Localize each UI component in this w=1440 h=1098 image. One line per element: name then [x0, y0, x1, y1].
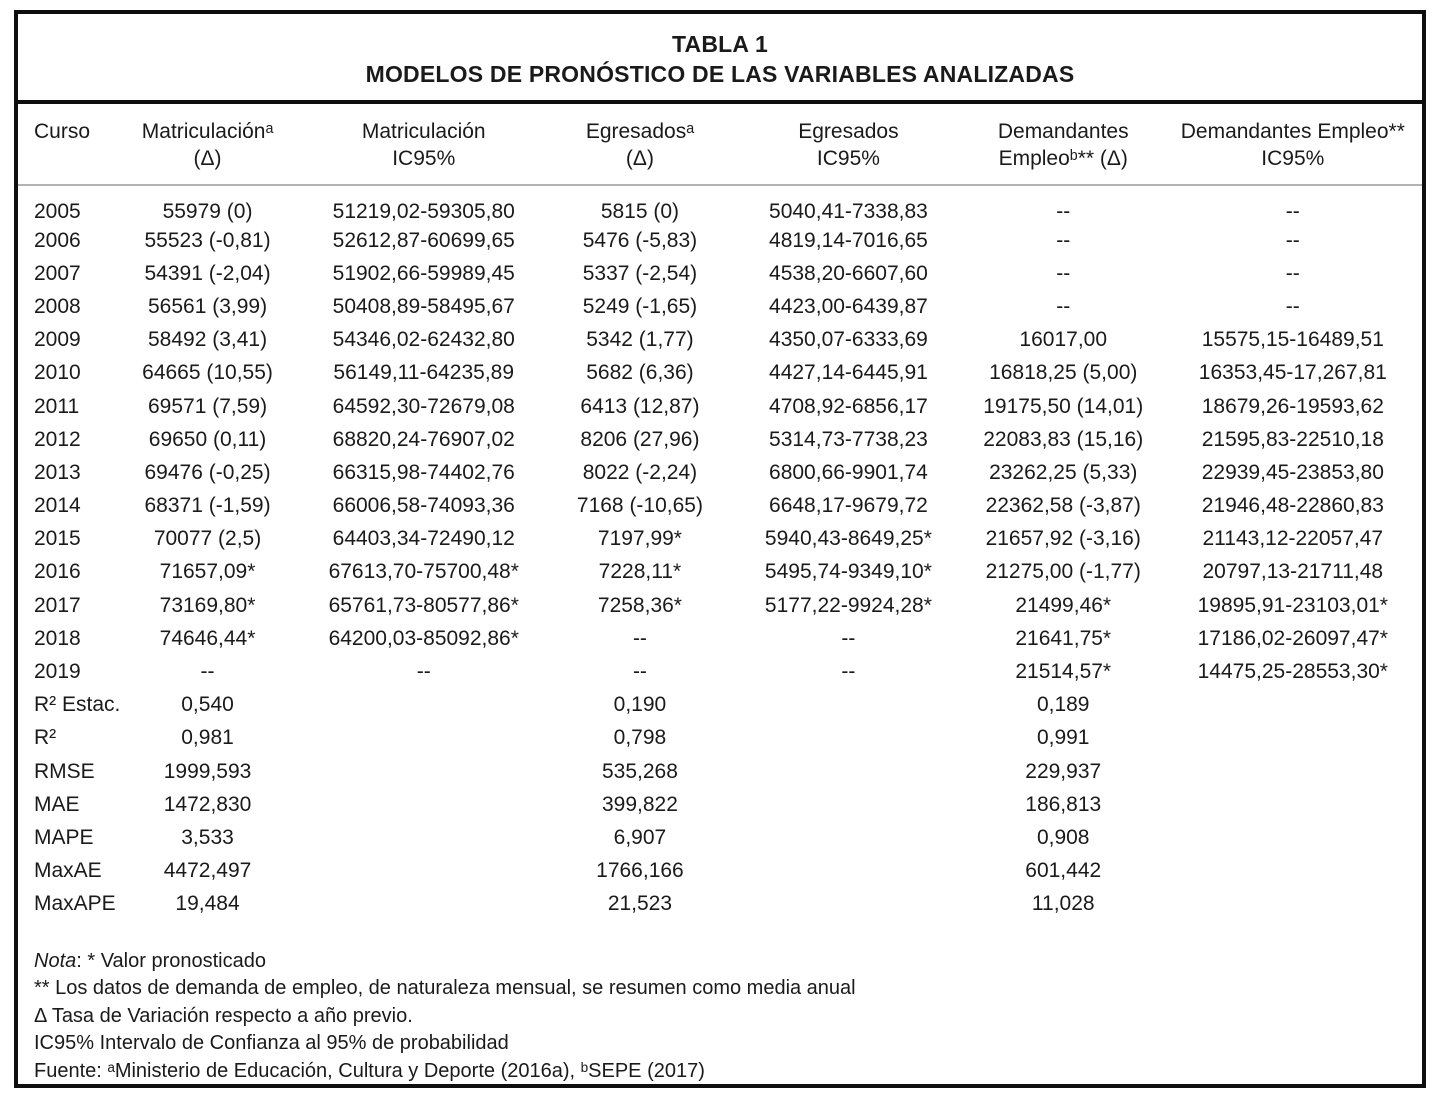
- header-line: Matriculaciónᵃ: [141, 120, 274, 143]
- value-cell: 65761,73-80577,86*: [328, 593, 519, 617]
- value-cell: --: [1056, 261, 1071, 285]
- table-row: [18, 655, 1422, 688]
- value-cell: [734, 722, 963, 755]
- table-row: [18, 589, 1422, 622]
- row-label-cell: 2019: [34, 660, 81, 684]
- row-label-cell: RMSE: [34, 759, 95, 783]
- value-cell: 6800,66-9901,74: [769, 460, 928, 484]
- value-cell: --: [632, 626, 647, 650]
- value-cell: 69650 (0,11): [148, 427, 267, 451]
- header-line: (Δ): [625, 147, 654, 170]
- value-cell: 50408,89-58495,67: [332, 294, 515, 318]
- table-row: [18, 556, 1422, 589]
- row-label-cell: 2008: [34, 294, 81, 318]
- value-cell: 69476 (-0,25): [144, 460, 271, 484]
- value-cell: 20797,13-21711,48: [1202, 560, 1384, 584]
- footnotes-block: [18, 921, 1422, 1086]
- value-cell: --: [1285, 228, 1300, 252]
- value-cell: 16818,25 (5,00): [989, 361, 1138, 385]
- value-cell: 7168 (-10,65): [576, 494, 703, 518]
- value-cell: 6413 (12,87): [580, 394, 700, 418]
- table-row: [18, 821, 1422, 854]
- value-cell: [734, 755, 963, 788]
- row-label-cell: 2009: [34, 328, 81, 352]
- header-row: [18, 104, 1422, 185]
- value-cell: 64200,03-85092,86*: [328, 626, 519, 650]
- value-cell: 64403,34-72490,12: [332, 527, 515, 551]
- header-line: Egresadosᵃ: [585, 120, 695, 143]
- value-cell: 55979 (0): [162, 200, 253, 223]
- value-cell: 68371 (-1,59): [144, 494, 271, 518]
- value-cell: 21,523: [607, 892, 673, 916]
- value-cell: 5249 (-1,65): [582, 294, 698, 318]
- value-cell: [1164, 689, 1422, 722]
- value-cell: 21499,46*: [1015, 593, 1112, 617]
- value-cell: 0,189: [1036, 693, 1090, 717]
- value-cell: 6,907: [613, 825, 667, 849]
- value-cell: --: [1056, 200, 1071, 223]
- row-label-cell: 2018: [34, 626, 81, 650]
- header-line: IC95%: [816, 147, 880, 170]
- table-row: [18, 755, 1422, 788]
- value-cell: 0,540: [181, 693, 234, 717]
- value-cell: --: [1285, 294, 1300, 318]
- row-label-cell: R²: [34, 726, 57, 750]
- table-header: [18, 104, 1422, 185]
- table-row: [18, 622, 1422, 655]
- value-cell: 0,981: [181, 726, 234, 750]
- table-row: [18, 722, 1422, 755]
- table-row: [18, 456, 1422, 489]
- row-label-cell: MaxAE: [34, 859, 102, 883]
- value-cell: 4350,07-6333,69: [769, 328, 928, 352]
- table-row: [18, 224, 1422, 257]
- table-number: TABLA 1: [672, 31, 768, 57]
- value-cell: [1164, 821, 1422, 854]
- value-cell: 7197,99*: [597, 527, 682, 551]
- value-cell: 51902,66-59989,45: [332, 261, 515, 285]
- value-cell: 4819,14-7016,65: [769, 228, 928, 252]
- value-cell: 1472,830: [163, 792, 252, 816]
- header-line: (Δ): [193, 147, 222, 170]
- value-cell: 52612,87-60699,65: [332, 228, 515, 252]
- table-row: [18, 855, 1422, 888]
- value-cell: 18679,26-19593,62: [1201, 394, 1384, 418]
- value-cell: 21946,48-22860,83: [1201, 494, 1384, 518]
- value-cell: [302, 855, 546, 888]
- value-cell: [734, 821, 963, 854]
- row-label-cell: MAE: [34, 792, 80, 816]
- value-cell: 1766,166: [596, 859, 684, 883]
- header-line: Demandantes Empleo**: [1180, 120, 1405, 143]
- footnote-double-asterisk: ** Los datos de demanda de empleo, de naturaleza mensual, se resumen como media anual: [34, 977, 856, 1000]
- value-cell: 67613,70-75700,48*: [328, 560, 519, 584]
- value-cell: [302, 722, 546, 755]
- column-header-demandantes-ic95: [1164, 104, 1422, 185]
- value-cell: [302, 755, 546, 788]
- value-cell: --: [841, 626, 856, 650]
- value-cell: --: [416, 660, 431, 684]
- value-cell: 5342 (1,77): [586, 328, 694, 352]
- table-row: [18, 788, 1422, 821]
- row-label-cell: 2011: [34, 394, 80, 418]
- value-cell: --: [1285, 200, 1300, 223]
- row-label-cell: 2010: [34, 361, 81, 385]
- table-row: [18, 490, 1422, 523]
- value-cell: 19895,91-23103,01*: [1197, 593, 1388, 617]
- value-cell: 54346,02-62432,80: [332, 328, 515, 352]
- table-row: [18, 888, 1422, 921]
- value-cell: 15575,15-16489,51: [1201, 328, 1384, 352]
- value-cell: [1164, 888, 1422, 921]
- header-line: IC95%: [1261, 147, 1325, 170]
- value-cell: --: [200, 660, 215, 684]
- value-cell: 1999,593: [163, 759, 252, 783]
- value-cell: 71657,09*: [159, 560, 256, 584]
- row-label-cell: 2015: [34, 527, 81, 551]
- value-cell: 21595,83-22510,18: [1201, 427, 1384, 451]
- value-cell: [1164, 722, 1422, 755]
- value-cell: 6648,17-9679,72: [769, 494, 928, 518]
- column-header-matriculacion-delta: [113, 104, 301, 185]
- value-cell: [302, 788, 546, 821]
- value-cell: 5314,73-7738,23: [769, 427, 928, 451]
- value-cell: 16017,00: [1019, 328, 1108, 352]
- value-cell: --: [632, 660, 647, 684]
- value-cell: 11,028: [1031, 892, 1095, 916]
- value-cell: [734, 855, 963, 888]
- value-cell: 399,822: [601, 792, 678, 816]
- column-header-egresados-ic95: [734, 104, 963, 185]
- table-title-block: [18, 14, 1422, 104]
- value-cell: 66315,98-74402,76: [332, 460, 515, 484]
- value-cell: 5040,41-7338,83: [769, 200, 928, 223]
- value-cell: 5815 (0): [600, 200, 680, 223]
- footnote-nota-text: : * Valor pronosticado: [76, 949, 266, 972]
- value-cell: [1164, 855, 1422, 888]
- value-cell: 0,991: [1036, 726, 1090, 750]
- value-cell: 19,484: [175, 892, 240, 916]
- value-cell: 4538,20-6607,60: [769, 261, 928, 285]
- value-cell: 51219,02-59305,80: [332, 200, 515, 223]
- value-cell: 22362,58 (-3,87): [985, 494, 1141, 518]
- value-cell: 8206 (27,96): [580, 427, 700, 451]
- value-cell: 14475,25-28553,30*: [1197, 660, 1388, 684]
- value-cell: 5940,43-8649,25*: [764, 527, 932, 551]
- forecast-table: [18, 104, 1422, 921]
- value-cell: 22083,83 (15,16): [983, 427, 1144, 451]
- column-header-egresados-delta: [546, 104, 734, 185]
- value-cell: 535,268: [601, 759, 678, 783]
- value-cell: 21143,12-22057,47: [1202, 527, 1384, 551]
- value-cell: [734, 788, 963, 821]
- row-label-cell: 2017: [34, 593, 81, 617]
- table-row: [18, 390, 1422, 423]
- value-cell: 56149,11-64235,89: [333, 361, 515, 385]
- value-cell: --: [1285, 261, 1300, 285]
- table-row: [18, 423, 1422, 456]
- column-header-matriculacion-ic95: [302, 104, 546, 185]
- row-label-cell: MaxAPE: [34, 892, 116, 916]
- value-cell: [302, 689, 546, 722]
- value-cell: [302, 888, 546, 921]
- value-cell: --: [1056, 294, 1071, 318]
- table-row: [18, 357, 1422, 390]
- row-label-cell: 2006: [34, 228, 81, 252]
- value-cell: 4427,14-6445,91: [769, 361, 928, 385]
- footnote-nota-label: Nota: [34, 949, 77, 972]
- value-cell: [1164, 755, 1422, 788]
- value-cell: --: [841, 660, 856, 684]
- value-cell: 0,190: [613, 693, 667, 717]
- header-line: IC95%: [392, 147, 456, 170]
- header-line: Egresados: [798, 120, 899, 143]
- value-cell: 8022 (-2,24): [582, 460, 698, 484]
- value-cell: 64665 (10,55): [142, 361, 273, 385]
- row-label-cell: 2007: [34, 261, 81, 285]
- footnote-nota: [34, 948, 1406, 976]
- value-cell: 7258,36*: [597, 593, 682, 617]
- value-cell: 7228,11*: [598, 560, 682, 584]
- value-cell: 5495,74-9349,10*: [764, 560, 932, 584]
- value-cell: 601,442: [1025, 859, 1102, 883]
- value-cell: 21275,00 (-1,77): [985, 560, 1141, 584]
- value-cell: 21641,75*: [1015, 626, 1112, 650]
- header-line: Empleoᵇ** (Δ): [998, 147, 1128, 170]
- value-cell: 69571 (7,59): [147, 394, 268, 418]
- row-label-cell: 2012: [34, 427, 81, 451]
- table-row: [18, 185, 1422, 224]
- value-cell: 55523 (-0,81): [144, 228, 271, 252]
- row-label-cell: 2013: [34, 460, 81, 484]
- table-row: [18, 257, 1422, 290]
- value-cell: 17186,02-26097,47*: [1197, 626, 1388, 650]
- value-cell: 4423,00-6439,87: [769, 294, 928, 318]
- header-line: Matriculación: [361, 120, 486, 143]
- value-cell: 3,533: [181, 825, 234, 849]
- value-cell: 73169,80*: [159, 593, 256, 617]
- value-cell: 19175,50 (14,01): [983, 394, 1144, 418]
- value-cell: 66006,58-74093,36: [332, 494, 515, 518]
- value-cell: 22939,45-23853,80: [1201, 460, 1384, 484]
- table-row: [18, 523, 1422, 556]
- value-cell: 5337 (-2,54): [582, 261, 698, 285]
- table-row: [18, 689, 1422, 722]
- value-cell: 74646,44*: [159, 626, 256, 650]
- value-cell: [734, 888, 963, 921]
- header-line: Curso: [34, 120, 91, 143]
- value-cell: 0,908: [1036, 825, 1090, 849]
- value-cell: 4472,497: [163, 859, 252, 883]
- value-cell: 21657,92 (-3,16): [985, 527, 1141, 551]
- footnote-fuente: Fuente: ᵃMinisterio de Educación, Cultura y Deporte (2016a), ᵇSEPE (2017): [34, 1059, 705, 1082]
- value-cell: 58492 (3,41): [147, 328, 268, 352]
- row-label-cell: MAPE: [34, 825, 94, 849]
- row-label-cell: 2016: [34, 560, 81, 584]
- value-cell: [302, 821, 546, 854]
- value-cell: 68820,24-76907,02: [332, 427, 515, 451]
- value-cell: 23262,25 (5,33): [989, 460, 1138, 484]
- table-title: MODELOS DE PRONÓSTICO DE LAS VARIABLES ANALIZADAS: [365, 61, 1075, 87]
- value-cell: 5476 (-5,83): [582, 228, 698, 252]
- row-label-cell: R² Estac.: [34, 693, 121, 717]
- value-cell: 4708,92-6856,17: [769, 394, 928, 418]
- row-label-cell: 2014: [34, 494, 81, 518]
- value-cell: 5177,22-9924,28*: [764, 593, 932, 617]
- value-cell: [1164, 788, 1422, 821]
- footnote-ic95: IC95% Intervalo de Confianza al 95% de probabilidad: [34, 1032, 509, 1055]
- table-row: [18, 324, 1422, 357]
- value-cell: 21514,57*: [1015, 660, 1112, 684]
- value-cell: 229,937: [1025, 759, 1102, 783]
- column-header-demandantes-delta: [963, 104, 1164, 185]
- column-header-curso: [18, 104, 113, 185]
- value-cell: 0,798: [613, 726, 667, 750]
- footnote-delta: Δ Tasa de Variación respecto a año previo.: [34, 1004, 413, 1027]
- value-cell: 56561 (3,99): [147, 294, 268, 318]
- value-cell: 186,813: [1025, 792, 1102, 816]
- row-label-cell: 2005: [34, 200, 81, 223]
- table-row: [18, 290, 1422, 323]
- table-frame: [14, 10, 1426, 1088]
- value-cell: --: [1056, 228, 1071, 252]
- value-cell: 54391 (-2,04): [144, 261, 271, 285]
- value-cell: 16353,45-17,267,81: [1198, 361, 1387, 385]
- value-cell: 5682 (6,36): [586, 361, 694, 385]
- value-cell: [734, 689, 963, 722]
- header-line: Demandantes: [997, 120, 1129, 143]
- value-cell: 64592,30-72679,08: [332, 394, 515, 418]
- table-body: [18, 185, 1422, 921]
- value-cell: 70077 (2,5): [153, 527, 262, 551]
